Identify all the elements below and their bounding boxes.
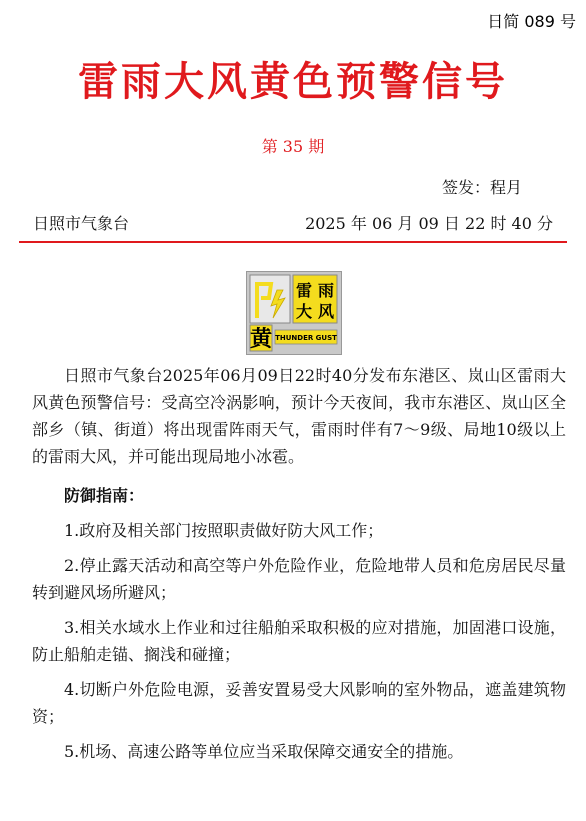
signer: 签发：程月 [441, 178, 522, 197]
issue-datetime: 2025 年 06 月 09 日 22 时 40 分 [305, 214, 553, 233]
guide-item-2: 2.停止露天活动和高空等户外危险作业，危险地带人员和危房居民尽量转到避风场所避风； [32, 556, 566, 602]
guide-item-5: 5.机场、高速公路等单位应当采取保障交通安全的措施。 [64, 742, 464, 761]
issuing-organization: 日照市气象台 [33, 214, 130, 233]
thunderstorm-wind-yellow-warning-icon [246, 271, 342, 355]
icon-char-1: 雷 [295, 281, 313, 300]
guide-item-3: 3.相关水域水上作业和过往船舶采取积极的应对措施，加固港口设施，防止船舶走锚、搁浅和碰撞； [32, 618, 566, 664]
guide-item-1: 1.政府及相关部门按照职责做好防大风工作； [64, 521, 384, 540]
level-char: 黄 [249, 327, 273, 352]
issue-number: 第 35 期 [261, 137, 325, 156]
warning-paragraph: 日照市气象台2025年06月09日22时40分发布东港区、岚山区雷雨大风黄色预警信号：受高空冷涡影响，预计今天夜间，我市东港区、岚山区全部乡（镇、街道）将出现雷阵雨天气，雷雨时伴有7～9级、局地10级以上的雷雨大风，并可能出现局地小冰雹。 [32, 366, 566, 466]
warning-title: 雷雨大风黄色预警信号 [78, 58, 508, 105]
document-body [32, 362, 566, 765]
icon-char-3: 大 [295, 302, 313, 321]
icon-char-2: 雨 [317, 281, 335, 300]
document-number: 日简 089 号 [487, 12, 576, 31]
icon-english-label: THUNDER GUST [275, 334, 337, 342]
header-divider [19, 241, 567, 243]
icon-char-4: 风 [317, 302, 335, 321]
guide-item-4: 4.切断户外危险电源，妥善安置易受大风影响的室外物品，遮盖建筑物资； [32, 680, 566, 726]
defense-guide-heading: 防御指南： [64, 486, 145, 505]
